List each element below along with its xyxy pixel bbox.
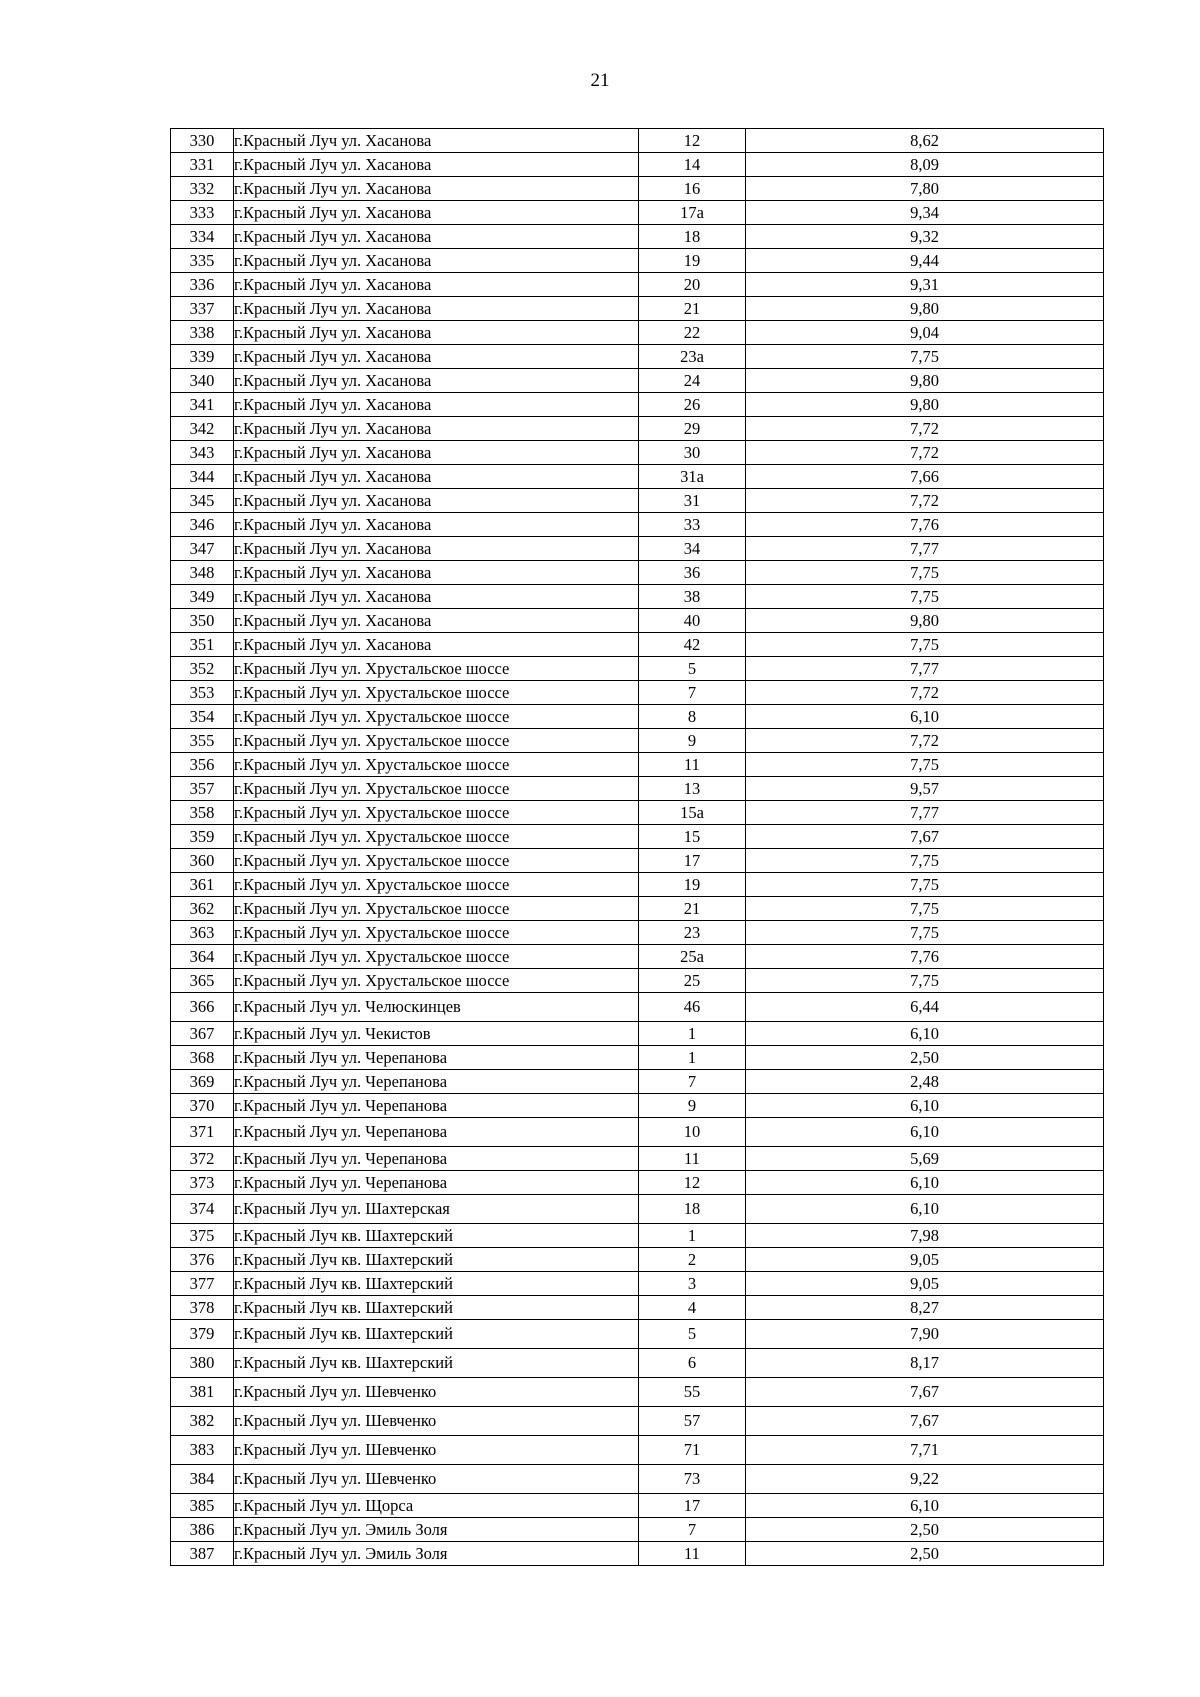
value-cell: 9,44 xyxy=(746,249,1104,273)
row-number-cell: 362 xyxy=(171,897,234,921)
house-number-cell: 34 xyxy=(639,537,746,561)
house-number-cell: 31а xyxy=(639,465,746,489)
house-number-cell: 15 xyxy=(639,825,746,849)
value-cell: 7,75 xyxy=(746,561,1104,585)
value-cell: 9,32 xyxy=(746,225,1104,249)
address-cell: г.Красный Луч ул. Хасанова xyxy=(234,633,639,657)
value-cell: 7,75 xyxy=(746,921,1104,945)
house-number-cell: 6 xyxy=(639,1349,746,1378)
value-cell: 7,75 xyxy=(746,873,1104,897)
value-cell: 7,75 xyxy=(746,969,1104,993)
address-cell: г.Красный Луч ул. Хасанова xyxy=(234,417,639,441)
row-number-cell: 357 xyxy=(171,777,234,801)
value-cell: 8,17 xyxy=(746,1349,1104,1378)
value-cell: 7,75 xyxy=(746,585,1104,609)
row-number-cell: 349 xyxy=(171,585,234,609)
value-cell: 6,10 xyxy=(746,1118,1104,1147)
house-number-cell: 20 xyxy=(639,273,746,297)
value-cell: 9,34 xyxy=(746,201,1104,225)
house-number-cell: 57 xyxy=(639,1407,746,1436)
value-cell: 6,10 xyxy=(746,1022,1104,1046)
value-cell: 2,50 xyxy=(746,1542,1104,1566)
house-number-cell: 38 xyxy=(639,585,746,609)
table-row xyxy=(171,633,1104,657)
table-row xyxy=(171,825,1104,849)
house-number-cell: 17а xyxy=(639,201,746,225)
value-cell: 2,48 xyxy=(746,1070,1104,1094)
house-number-cell: 31 xyxy=(639,489,746,513)
house-number-cell: 21 xyxy=(639,297,746,321)
value-cell: 9,04 xyxy=(746,321,1104,345)
table-row xyxy=(171,729,1104,753)
row-number-cell: 339 xyxy=(171,345,234,369)
address-cell: г.Красный Луч ул. Хрустальское шоссе xyxy=(234,945,639,969)
address-cell: г.Красный Луч ул. Черепанова xyxy=(234,1118,639,1147)
address-cell: г.Красный Луч ул. Чекистов xyxy=(234,1022,639,1046)
value-cell: 9,57 xyxy=(746,777,1104,801)
house-number-cell: 17 xyxy=(639,849,746,873)
value-cell: 7,72 xyxy=(746,489,1104,513)
address-cell: г.Красный Луч ул. Хасанова xyxy=(234,441,639,465)
house-number-cell: 71 xyxy=(639,1436,746,1465)
row-number-cell: 331 xyxy=(171,153,234,177)
house-number-cell: 12 xyxy=(639,129,746,153)
address-cell: г.Красный Луч ул. Черепанова xyxy=(234,1094,639,1118)
value-cell: 8,27 xyxy=(746,1296,1104,1320)
row-number-cell: 368 xyxy=(171,1046,234,1070)
row-number-cell: 378 xyxy=(171,1296,234,1320)
value-cell: 7,72 xyxy=(746,681,1104,705)
row-number-cell: 363 xyxy=(171,921,234,945)
house-number-cell: 1 xyxy=(639,1224,746,1248)
table-row xyxy=(171,921,1104,945)
value-cell: 7,80 xyxy=(746,177,1104,201)
table-row xyxy=(171,441,1104,465)
table-row xyxy=(171,897,1104,921)
address-cell: г.Красный Луч ул. Черепанова xyxy=(234,1046,639,1070)
row-number-cell: 333 xyxy=(171,201,234,225)
value-cell: 8,62 xyxy=(746,129,1104,153)
row-number-cell: 367 xyxy=(171,1022,234,1046)
table-row xyxy=(171,465,1104,489)
address-cell: г.Красный Луч ул. Хасанова xyxy=(234,273,639,297)
address-cell: г.Красный Луч кв. Шахтерский xyxy=(234,1248,639,1272)
value-cell: 7,72 xyxy=(746,417,1104,441)
house-number-cell: 14 xyxy=(639,153,746,177)
value-cell: 7,67 xyxy=(746,1407,1104,1436)
row-number-cell: 366 xyxy=(171,993,234,1022)
value-cell: 7,75 xyxy=(746,753,1104,777)
address-cell: г.Красный Луч ул. Хрустальское шоссе xyxy=(234,825,639,849)
address-cell: г.Красный Луч ул. Хасанова xyxy=(234,393,639,417)
table-row xyxy=(171,1094,1104,1118)
address-cell: г.Красный Луч ул. Хрустальское шоссе xyxy=(234,753,639,777)
value-cell: 9,31 xyxy=(746,273,1104,297)
house-number-cell: 46 xyxy=(639,993,746,1022)
house-number-cell: 9 xyxy=(639,1094,746,1118)
table-row xyxy=(171,1542,1104,1566)
house-number-cell: 11 xyxy=(639,753,746,777)
table-row xyxy=(171,585,1104,609)
row-number-cell: 358 xyxy=(171,801,234,825)
table-row xyxy=(171,1349,1104,1378)
row-number-cell: 360 xyxy=(171,849,234,873)
table-row xyxy=(171,1022,1104,1046)
table-row xyxy=(171,1118,1104,1147)
value-cell: 9,05 xyxy=(746,1272,1104,1296)
row-number-cell: 359 xyxy=(171,825,234,849)
value-cell: 6,10 xyxy=(746,1171,1104,1195)
row-number-cell: 387 xyxy=(171,1542,234,1566)
address-cell: г.Красный Луч ул. Хасанова xyxy=(234,513,639,537)
value-cell: 7,67 xyxy=(746,825,1104,849)
house-number-cell: 30 xyxy=(639,441,746,465)
table-row xyxy=(171,873,1104,897)
row-number-cell: 341 xyxy=(171,393,234,417)
address-cell: г.Красный Луч ул. Хасанова xyxy=(234,585,639,609)
house-number-cell: 1 xyxy=(639,1022,746,1046)
value-cell: 6,10 xyxy=(746,1094,1104,1118)
table-body xyxy=(171,129,1104,1566)
table-row xyxy=(171,1465,1104,1494)
row-number-cell: 338 xyxy=(171,321,234,345)
address-cell: г.Красный Луч кв. Шахтерский xyxy=(234,1296,639,1320)
address-cell: г.Красный Луч ул. Черепанова xyxy=(234,1171,639,1195)
house-number-cell: 9 xyxy=(639,729,746,753)
value-cell: 7,72 xyxy=(746,729,1104,753)
row-number-cell: 334 xyxy=(171,225,234,249)
table-row xyxy=(171,273,1104,297)
value-cell: 6,10 xyxy=(746,705,1104,729)
address-cell: г.Красный Луч ул. Хасанова xyxy=(234,153,639,177)
table-row xyxy=(171,777,1104,801)
table-row xyxy=(171,753,1104,777)
house-number-cell: 25а xyxy=(639,945,746,969)
house-number-cell: 11 xyxy=(639,1542,746,1566)
row-number-cell: 372 xyxy=(171,1147,234,1171)
row-number-cell: 336 xyxy=(171,273,234,297)
value-cell: 7,76 xyxy=(746,945,1104,969)
row-number-cell: 355 xyxy=(171,729,234,753)
address-cell: г.Красный Луч ул. Хасанова xyxy=(234,345,639,369)
address-cell: г.Красный Луч кв. Шахтерский xyxy=(234,1349,639,1378)
row-number-cell: 351 xyxy=(171,633,234,657)
address-cell: г.Красный Луч ул. Хасанова xyxy=(234,297,639,321)
address-cell: г.Красный Луч ул. Щорса xyxy=(234,1494,639,1518)
table-row xyxy=(171,1296,1104,1320)
address-cell: г.Красный Луч ул. Хасанова xyxy=(234,225,639,249)
table-row xyxy=(171,393,1104,417)
table-row xyxy=(171,225,1104,249)
house-number-cell: 73 xyxy=(639,1465,746,1494)
table-row xyxy=(171,153,1104,177)
value-cell: 9,80 xyxy=(746,297,1104,321)
table-row xyxy=(171,489,1104,513)
address-cell: г.Красный Луч ул. Хасанова xyxy=(234,465,639,489)
row-number-cell: 365 xyxy=(171,969,234,993)
house-number-cell: 55 xyxy=(639,1378,746,1407)
table-row xyxy=(171,129,1104,153)
row-number-cell: 346 xyxy=(171,513,234,537)
house-number-cell: 23 xyxy=(639,921,746,945)
address-cell: г.Красный Луч ул. Шевченко xyxy=(234,1436,639,1465)
value-cell: 7,77 xyxy=(746,801,1104,825)
table-row xyxy=(171,1272,1104,1296)
row-number-cell: 381 xyxy=(171,1378,234,1407)
value-cell: 7,90 xyxy=(746,1320,1104,1349)
value-cell: 9,22 xyxy=(746,1465,1104,1494)
table-row xyxy=(171,249,1104,273)
house-number-cell: 2 xyxy=(639,1248,746,1272)
row-number-cell: 340 xyxy=(171,369,234,393)
value-cell: 9,05 xyxy=(746,1248,1104,1272)
address-cell: г.Красный Луч ул. Шевченко xyxy=(234,1407,639,1436)
value-cell: 7,66 xyxy=(746,465,1104,489)
value-cell: 6,10 xyxy=(746,1494,1104,1518)
house-number-cell: 1 xyxy=(639,1046,746,1070)
table-row xyxy=(171,1147,1104,1171)
row-number-cell: 337 xyxy=(171,297,234,321)
address-cell: г.Красный Луч ул. Хасанова xyxy=(234,249,639,273)
address-cell: г.Красный Луч кв. Шахтерский xyxy=(234,1272,639,1296)
house-number-cell: 8 xyxy=(639,705,746,729)
address-cell: г.Красный Луч ул. Хасанова xyxy=(234,129,639,153)
row-number-cell: 382 xyxy=(171,1407,234,1436)
value-cell: 9,80 xyxy=(746,609,1104,633)
table-row xyxy=(171,657,1104,681)
house-number-cell: 5 xyxy=(639,657,746,681)
address-cell: г.Красный Луч ул. Хрустальское шоссе xyxy=(234,921,639,945)
house-number-cell: 22 xyxy=(639,321,746,345)
address-cell: г.Красный Луч ул. Хасанова xyxy=(234,177,639,201)
house-number-cell: 10 xyxy=(639,1118,746,1147)
value-cell: 7,71 xyxy=(746,1436,1104,1465)
house-number-cell: 7 xyxy=(639,681,746,705)
row-number-cell: 354 xyxy=(171,705,234,729)
row-number-cell: 384 xyxy=(171,1465,234,1494)
table-row xyxy=(171,1518,1104,1542)
house-number-cell: 4 xyxy=(639,1296,746,1320)
row-number-cell: 369 xyxy=(171,1070,234,1094)
row-number-cell: 342 xyxy=(171,417,234,441)
page-number: 21 xyxy=(590,70,610,91)
row-number-cell: 376 xyxy=(171,1248,234,1272)
row-number-cell: 330 xyxy=(171,129,234,153)
table-row xyxy=(171,1494,1104,1518)
value-cell: 7,75 xyxy=(746,849,1104,873)
table-row xyxy=(171,537,1104,561)
table-row xyxy=(171,201,1104,225)
address-cell: г.Красный Луч ул. Хрустальское шоссе xyxy=(234,657,639,681)
table-row xyxy=(171,1407,1104,1436)
row-number-cell: 332 xyxy=(171,177,234,201)
row-number-cell: 371 xyxy=(171,1118,234,1147)
row-number-cell: 343 xyxy=(171,441,234,465)
house-number-cell: 23а xyxy=(639,345,746,369)
address-cell: г.Красный Луч ул. Челюскинцев xyxy=(234,993,639,1022)
row-number-cell: 353 xyxy=(171,681,234,705)
row-number-cell: 373 xyxy=(171,1171,234,1195)
row-number-cell: 344 xyxy=(171,465,234,489)
table-row xyxy=(171,417,1104,441)
row-number-cell: 347 xyxy=(171,537,234,561)
address-cell: г.Красный Луч ул. Шевченко xyxy=(234,1378,639,1407)
table-row xyxy=(171,849,1104,873)
value-cell: 7,98 xyxy=(746,1224,1104,1248)
house-number-cell: 19 xyxy=(639,249,746,273)
value-cell: 7,72 xyxy=(746,441,1104,465)
address-cell: г.Красный Луч ул. Хасанова xyxy=(234,561,639,585)
value-cell: 2,50 xyxy=(746,1046,1104,1070)
value-cell: 7,75 xyxy=(746,345,1104,369)
row-number-cell: 380 xyxy=(171,1349,234,1378)
row-number-cell: 361 xyxy=(171,873,234,897)
table-row xyxy=(171,801,1104,825)
house-number-cell: 11 xyxy=(639,1147,746,1171)
address-cell: г.Красный Луч ул. Хрустальское шоссе xyxy=(234,801,639,825)
row-number-cell: 375 xyxy=(171,1224,234,1248)
table-row xyxy=(171,1248,1104,1272)
data-table xyxy=(170,128,1104,1566)
house-number-cell: 5 xyxy=(639,1320,746,1349)
address-cell: г.Красный Луч ул. Хрустальское шоссе xyxy=(234,873,639,897)
house-number-cell: 24 xyxy=(639,369,746,393)
table-row xyxy=(171,1195,1104,1224)
value-cell: 7,77 xyxy=(746,657,1104,681)
house-number-cell: 40 xyxy=(639,609,746,633)
address-cell: г.Красный Луч ул. Хасанова xyxy=(234,609,639,633)
table-row xyxy=(171,681,1104,705)
house-number-cell: 25 xyxy=(639,969,746,993)
address-cell: г.Красный Луч кв. Шахтерский xyxy=(234,1320,639,1349)
address-cell: г.Красный Луч ул. Хрустальское шоссе xyxy=(234,969,639,993)
value-cell: 9,80 xyxy=(746,393,1104,417)
table-row xyxy=(171,993,1104,1022)
table-row xyxy=(171,609,1104,633)
value-cell: 2,50 xyxy=(746,1518,1104,1542)
row-number-cell: 364 xyxy=(171,945,234,969)
value-cell: 5,69 xyxy=(746,1147,1104,1171)
house-number-cell: 21 xyxy=(639,897,746,921)
table-row xyxy=(171,1070,1104,1094)
address-cell: г.Красный Луч ул. Хасанова xyxy=(234,537,639,561)
table-row xyxy=(171,945,1104,969)
address-cell: г.Красный Луч ул. Хрустальское шоссе xyxy=(234,729,639,753)
house-number-cell: 12 xyxy=(639,1171,746,1195)
address-cell: г.Красный Луч ул. Хрустальское шоссе xyxy=(234,777,639,801)
address-cell: г.Красный Луч ул. Шахтерская xyxy=(234,1195,639,1224)
house-number-cell: 16 xyxy=(639,177,746,201)
row-number-cell: 383 xyxy=(171,1436,234,1465)
value-cell: 7,75 xyxy=(746,633,1104,657)
value-cell: 8,09 xyxy=(746,153,1104,177)
address-cell: г.Красный Луч ул. Черепанова xyxy=(234,1070,639,1094)
address-cell: г.Красный Луч ул. Черепанова xyxy=(234,1147,639,1171)
address-cell: г.Красный Луч ул. Эмиль Золя xyxy=(234,1518,639,1542)
value-cell: 7,77 xyxy=(746,537,1104,561)
row-number-cell: 379 xyxy=(171,1320,234,1349)
address-cell: г.Красный Луч ул. Хасанова xyxy=(234,321,639,345)
value-cell: 7,76 xyxy=(746,513,1104,537)
address-cell: г.Красный Луч ул. Хасанова xyxy=(234,489,639,513)
address-cell: г.Красный Луч ул. Хрустальское шоссе xyxy=(234,849,639,873)
house-number-cell: 36 xyxy=(639,561,746,585)
table-row xyxy=(171,969,1104,993)
table-row xyxy=(171,1320,1104,1349)
table-row xyxy=(171,1378,1104,1407)
house-number-cell: 18 xyxy=(639,1195,746,1224)
value-cell: 9,80 xyxy=(746,369,1104,393)
house-number-cell: 7 xyxy=(639,1070,746,1094)
row-number-cell: 377 xyxy=(171,1272,234,1296)
table-row xyxy=(171,513,1104,537)
row-number-cell: 352 xyxy=(171,657,234,681)
row-number-cell: 350 xyxy=(171,609,234,633)
address-cell: г.Красный Луч ул. Шевченко xyxy=(234,1465,639,1494)
table-row xyxy=(171,369,1104,393)
table-row xyxy=(171,297,1104,321)
house-number-cell: 13 xyxy=(639,777,746,801)
table-row xyxy=(171,561,1104,585)
row-number-cell: 335 xyxy=(171,249,234,273)
table-row xyxy=(171,1046,1104,1070)
address-cell: г.Красный Луч ул. Эмиль Золя xyxy=(234,1542,639,1566)
address-cell: г.Красный Луч ул. Хрустальское шоссе xyxy=(234,681,639,705)
table-row xyxy=(171,321,1104,345)
address-cell: г.Красный Луч ул. Хрустальское шоссе xyxy=(234,705,639,729)
house-number-cell: 3 xyxy=(639,1272,746,1296)
row-number-cell: 374 xyxy=(171,1195,234,1224)
house-number-cell: 33 xyxy=(639,513,746,537)
house-number-cell: 19 xyxy=(639,873,746,897)
address-cell: г.Красный Луч кв. Шахтерский xyxy=(234,1224,639,1248)
table-row xyxy=(171,705,1104,729)
table-row xyxy=(171,345,1104,369)
house-number-cell: 29 xyxy=(639,417,746,441)
table-row xyxy=(171,1171,1104,1195)
address-cell: г.Красный Луч ул. Хасанова xyxy=(234,369,639,393)
address-cell: г.Красный Луч ул. Хасанова xyxy=(234,201,639,225)
row-number-cell: 345 xyxy=(171,489,234,513)
row-number-cell: 348 xyxy=(171,561,234,585)
value-cell: 7,67 xyxy=(746,1378,1104,1407)
house-number-cell: 18 xyxy=(639,225,746,249)
row-number-cell: 370 xyxy=(171,1094,234,1118)
table-row xyxy=(171,177,1104,201)
table-row xyxy=(171,1436,1104,1465)
house-number-cell: 15а xyxy=(639,801,746,825)
row-number-cell: 385 xyxy=(171,1494,234,1518)
value-cell: 6,44 xyxy=(746,993,1104,1022)
value-cell: 7,75 xyxy=(746,897,1104,921)
address-cell: г.Красный Луч ул. Хрустальское шоссе xyxy=(234,897,639,921)
row-number-cell: 386 xyxy=(171,1518,234,1542)
value-cell: 6,10 xyxy=(746,1195,1104,1224)
house-number-cell: 17 xyxy=(639,1494,746,1518)
row-number-cell: 356 xyxy=(171,753,234,777)
house-number-cell: 42 xyxy=(639,633,746,657)
house-number-cell: 26 xyxy=(639,393,746,417)
house-number-cell: 7 xyxy=(639,1518,746,1542)
table-row xyxy=(171,1224,1104,1248)
